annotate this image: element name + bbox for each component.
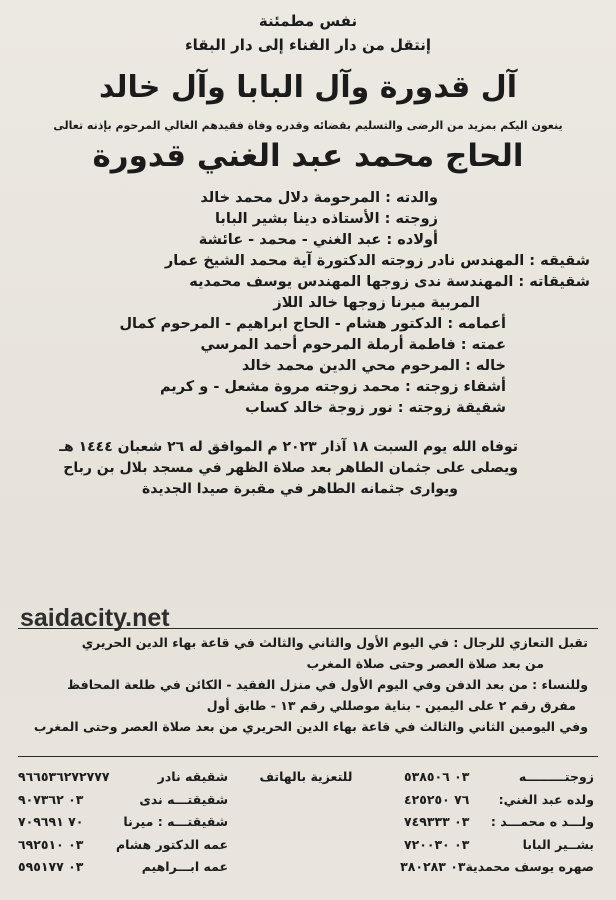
divider [18,756,598,757]
phone-number: ٩٦٦٥٣٦٢٧٢٧٧٧ [18,769,110,784]
phone-row [18,856,228,879]
phone-row [404,811,594,834]
condolence-line: مفرق رقم ٢ على اليمين - بناية موصللي رقم ١٣ - طابق أول [206,698,576,713]
mourning-text: ينعون اليكم بمزيد من الرضى والتسليم بقضائه وقدره وفاة فقيدهم الغالي المرحوم بإذنه تعالى [53,119,563,132]
phone-label: عمه الدكتور هشام [115,836,228,852]
relative-line: أشقاء زوجته : محمد زوجته مروة مشعل - و كريم [159,379,506,395]
phone-label: شقيقه نادر [157,769,228,784]
relative-line: شقيقه : المهندس نادر زوجته الدكتورة آية محمد الشيخ عمار [164,253,590,269]
phone-label: بشــير البابا [522,836,594,852]
funeral-line: توفاه الله يوم السبت ١٨ آذار ٢٠٢٣ م الموافق له ٢٦ شعبان ١٤٤٤ هـ [59,439,518,455]
phones-heading-column [226,766,386,789]
phone-number: ٠٣ ٥٣٨٥٠٦ [404,769,470,784]
condolence-line: وفي اليومين الثاني والثالث في قاعة بهاء الدين الحريري من بعد صلاة العصر وحتى المغرب [33,719,588,734]
phones-heading: للتعزية بالهاتف [259,769,353,784]
condolence-phones [18,766,598,896]
phone-row [404,789,594,812]
phone-number: ٠٣ ٧٤٩٣٣٣ [404,814,470,829]
funeral-line: ويصلى على جثمان الطاهر بعد صلاة الظهر في مسجد بلال بن رباح [63,460,518,476]
phone-label: شقيقتـــه : ميرنا [123,814,228,829]
condolence-line: من بعد صلاة العصر وحتى صلاة المغرب [306,656,544,671]
verse-line-2: إنتقل من دار الفناء إلى دار البقاء [184,36,432,54]
phone-row [404,766,594,789]
phone-row [18,811,228,834]
relative-line: شقيقة زوجته : نور زوجة خالد كساب [245,400,506,416]
funeral-details [18,437,598,500]
relative-line: المربية ميرنا زوجها خالد اللاز [273,295,480,311]
relative-line: عمته : فاطمة أرملة المرحوم أحمد المرسي [200,337,506,353]
phones-left-column [18,766,228,879]
phone-number: ٠٣ ٩٠٧٣٦٢ [18,791,84,807]
phone-label: ولده عبد الغني: [498,791,594,807]
relatives-list [18,188,598,419]
phone-row [18,766,228,789]
relative-line: شقيقاته : المهندسة ندى زوجها المهندس يوسف محمديه [189,274,590,290]
condolences-section [18,632,588,737]
divider [18,628,598,629]
families-heading: آل قدورة وآل البابا وآل خالد [98,70,518,105]
relative-line: أولاده : عبد الغني - محمد - عائشة [198,232,438,248]
relative-line: أعمامه : الدكتور هشام - الحاج ابراهيم - المرحوم كمال [119,316,506,332]
phone-number: ٧٦ ٤٢٥٢٥٠ [404,791,470,807]
deceased-name: الحاج محمد عبد الغني قدورة [92,138,524,174]
phone-row [404,834,594,857]
phone-row [18,789,228,812]
phone-number: ٧٠ ٧٠٩٦٩١ [18,814,84,829]
phone-number: ٠٣ ٧٢٠٠٣٠ [404,836,470,852]
phone-number: ٠٣ ٣٨٠٢٨٣ [400,859,466,874]
funeral-line: ويوارى جثمانه الطاهر في مقبرة صيدا الجديدة [142,481,458,497]
verse-line-1: نفس مطمئنة [258,12,358,30]
phone-row [18,834,228,857]
condolence-line: وللنساء : من بعد الدفن وفي اليوم الأول في منزل الفقيد - الكائن في طلعة المحافظ [67,677,588,692]
watermark: saidacity.net [20,604,170,632]
relative-line: والدته : المرحومة دلال محمد خالد [200,190,438,206]
phone-label: صهره يوسف محمدية [465,859,594,874]
relative-line: خاله : المرحوم محي الدين محمد خالد [241,358,506,374]
phone-number: ٠٣ ٥٩٥١٧٧ [18,859,84,874]
phones-right-column [400,766,594,879]
phone-label: شقيقتـــه ندى [139,791,228,807]
phone-label: عمه ابـــراهيم [141,859,228,874]
phone-number: ٠٣ ٦٩٢٥١٠ [18,836,84,852]
phone-row [400,856,594,879]
relative-line: زوجته : الأستاذه دينا بشير البابا [214,211,438,227]
condolence-line: تقبل التعازي للرجال : في اليوم الأول والثاني والثالث في قاعة بهاء الدين الحريري [81,635,588,650]
phone-label: زوجتـــــــــه [518,769,594,784]
phone-label: ولـــد ه محمـــد : [490,814,594,829]
